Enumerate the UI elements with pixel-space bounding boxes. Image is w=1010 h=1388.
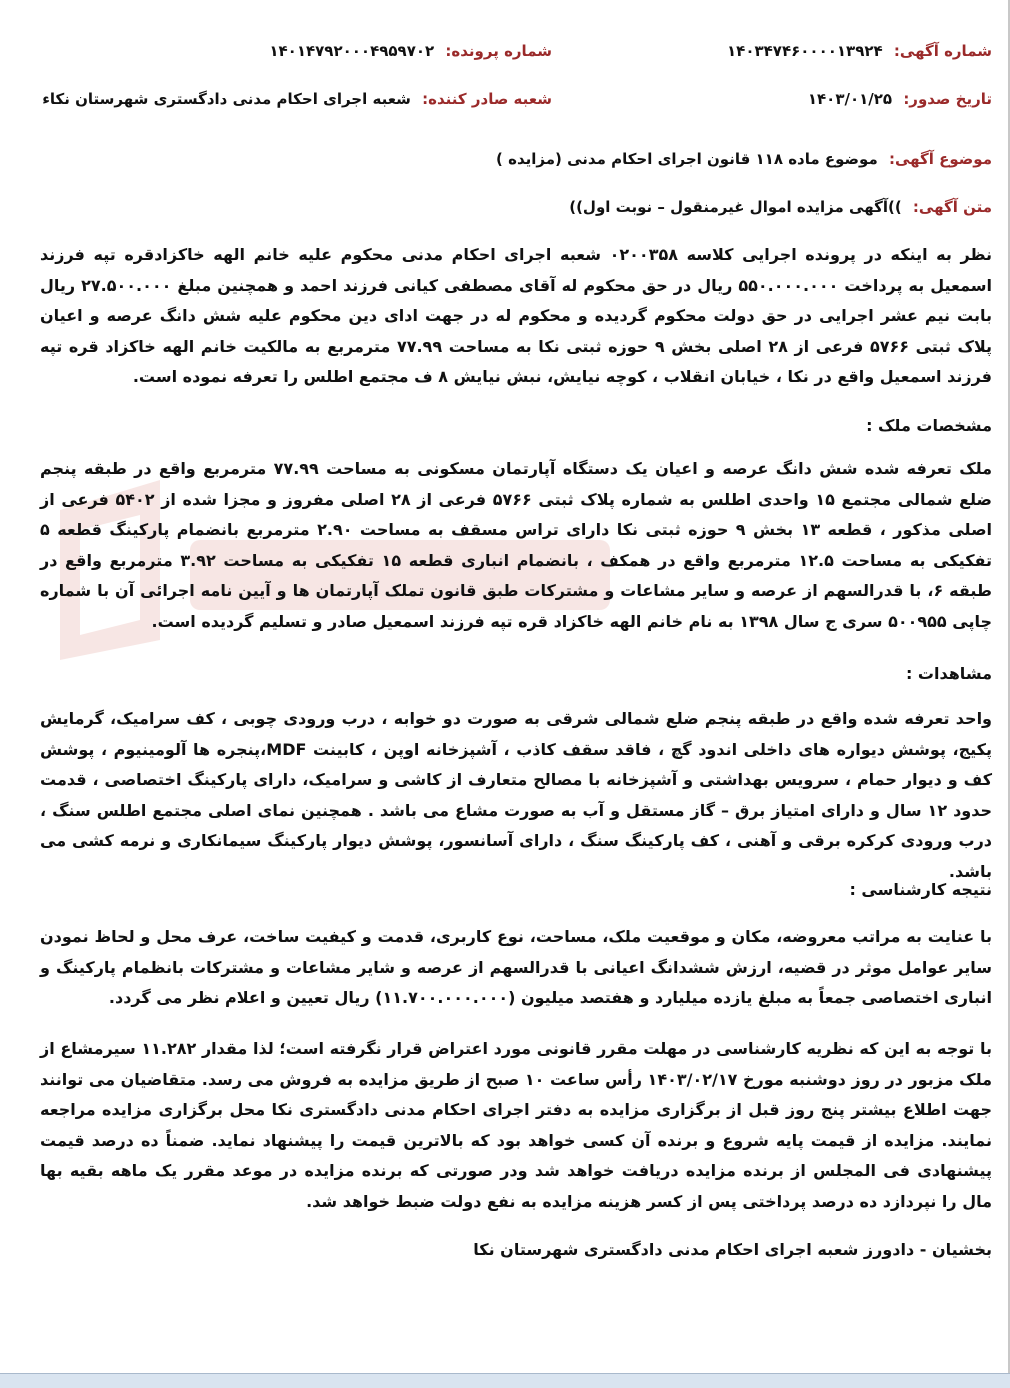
notice-number-label: شماره آگهی: <box>893 42 992 60</box>
issue-date-label: تاریخ صدور: <box>903 90 992 108</box>
auction-paragraph: با توجه به این که نظریه کارشناسی در مهلت مقرر قانونی مورد اعتراض قرار نگرفته است؛ لذا مقدار ۱۱.۲۸۲ سیرمشاع از ملک مزبور در روز دوشنبه مورخ ۱۴۰۳/۰۲/۱۷ رأس ساعت ۱۰ صبح از طریق مزایده به فروش می رسد. متقاضیان می توانند جهت اطلاع بیشتر پنج روز قبل از برگزاری مزایده به دفتر اجرای احکام مدنی دادگستری نکا محل برگزاری مزایده مراجعه نمایند. مزایده از قیمت پایه شروع و برنده آن کسی خواهد بود که بالاترین قیمت را پیشنهاد نماید. ضمناً ده درصد قیمت پیشنهادی فی المجلس از برنده مزایده دریافت خواهد شد ودر صورتی که برنده مزایده در موعد مقرر یک ماهه بقیه بها مال را نپردازد ده درصد پرداختی پس از کسر هزینه مزایده به نفع دولت ضبط خواهد شد. <box>40 1039 992 1211</box>
notice-number-value: ۱۴۰۳۴۷۴۶۰۰۰۰۱۳۹۲۴ <box>727 42 883 60</box>
issuer <box>42 90 552 108</box>
header-row-1 <box>40 42 992 72</box>
result-heading: نتیجه کارشناسی : <box>849 880 992 899</box>
issuer-label: شعبه صادر کننده: <box>422 90 552 108</box>
header-row-2 <box>40 90 992 120</box>
text-title: ))آگهی مزایده اموال غیرمنقول – نوبت اول)) <box>569 198 902 216</box>
window-bottom-bar <box>0 1373 1010 1388</box>
case-number-value: ۱۴۰۱۴۷۹۲۰۰۰۴۹۵۹۷۰۲ <box>269 42 435 60</box>
text-label: متن آگهی: <box>912 198 992 216</box>
signer: بخشیان - دادورز شعبه اجرای احکام مدنی دادگستری شهرستان نکا <box>473 1240 992 1259</box>
issue-date <box>808 90 992 108</box>
notice-number <box>727 42 992 60</box>
case-number <box>269 42 552 60</box>
notice-title <box>569 198 992 216</box>
intro-paragraph: نظر به اینکه در پرونده اجرایی کلاسه ۰۲۰۰۳۵۸ شعبه اجرای احکام مدنی محکوم علیه خانم الهه خاکزادقره تپه فرزند اسمعیل به پرداخت ۵۵۰.۰۰۰.۰۰۰ ریال در حق محکوم له آقای مصطفی کیانی فرزند احمد و همچنین مبلغ ۲۷.۵۰۰.۰۰۰ ریال بابت نیم عشر اجرایی در حق دولت محکوم گردیده و محکوم له در جهت ادای دین محکوم علیه شش دانگ عرصه و اعیان پلاک ثبتی ۵۷۶۶ فرعی از ۲۸ اصلی بخش ۹ حوزه ثبتی نکا به مساحت ۷۷.۹۹ مترمربع به مالکیت خانم الهه خاکزاد قره تپه فرزند اسمعیل واقع در نکا ، خیابان انقلاب ، کوچه نیایش، نبش نیایش ۸ ف مجتمع اطلس را تعرفه نموده است. <box>40 245 993 386</box>
spec-heading: مشخصات ملک : <box>866 416 992 435</box>
spec-paragraph: ملک تعرفه شده شش دانگ عرصه و اعیان یک دستگاه آپارتمان مسکونی به مساحت ۷۷.۹۹ مترمربع واقع در طبقه پنجم ضلع شمالی مجتمع ۱۵ واحدی اطلس به شماره پلاک ثبتی ۵۷۶۶ فرعی از ۲۸ اصلی مفروز و مجزا شده از ۵۴۰۲ فرعی از اصلی مذکور ، قطعه ۱۳ بخش ۹ حوزه ثبتی نکا دارای تراس مسقف به مساحت ۲.۹۰ مترمربع بانضمام پارکینگ قطعه ۵ تفکیکی به مساحت ۱۲.۵ مترمربع واقع در همکف ، بانضمام انباری قطعه ۱۵ تفکیکی به مساحت ۳.۹۲ مترمربع واقع در طبقه ۶، با قدرالسهم از عرصه و سایر مشاعات و مشترکات طبق قانون تملک آپارتمان ها و آیین نامه اجرائی آن با شماره چاپی ۵۰۰۹۵۵ سری ج سال ۱۳۹۸ به نام خانم الهه خاکزاد قره تپه فرزند اسمعیل صادر و تسلیم گردیده است. <box>40 459 993 631</box>
case-number-label: شماره پرونده: <box>445 42 552 60</box>
result-paragraph: با عنایت به مراتب معروضه، مکان و موقعیت ملک، مساحت، نوع کاربری، قدمت و کیفیت ساخت، عرف محل و لحاظ نمودن سایر عوامل موثر در قضیه، ارزش ششدانگ اعیانی با قدرالسهم از عرصه و شایر مشاعات و مشترکات بانظمام پارکینگ و انباری اختصاصی جمعاً به مبلغ یازده میلیارد و هفتصد میلیون (۱۱.۷۰۰.۰۰۰.۰۰۰) ریال تعیین و اعلام نظر می گردد. <box>40 927 992 1007</box>
issue-date-value: ۱۴۰۳/۰۱/۲۵ <box>807 90 893 108</box>
subject-label: موضوع آگهی: <box>888 150 992 168</box>
observations-paragraph: واحد تعرفه شده واقع در طبقه پنجم ضلع شمالی شرقی به صورت دو خوابه ، درب ورودی چوبی ، کف سرامیک، گرمایش پکیج، پوشش دیواره های داخلی اندود گچ ، فاقد سقف کاذب ، آشپزخانه اوپن ، کابینت MDF،پنجره ها آلومینیوم ، پوشش کف و دیوار حمام ، سرویس بهداشتی و آشپزخانه با مصالح متعارف از کاشی و سرامیک، دارای پارکینگ اختصاصی ، قدمت حدود ۱۲ سال و دارای امتیاز برق – گاز مستقل و آب به صورت مشاع می باشد . همچنین نمای اصلی مجتمع اطلس سنگ ، درب ورودی کرکره برقی و آهنی ، کف پارکینگ سنگ ، دارای آسانسور، پوشش دیوار پارکینگ سیمانکاری و نرمه کشی می باشد. <box>40 709 992 881</box>
notice-subject <box>496 150 992 168</box>
issuer-value: شعبه اجرای احکام مدنی دادگستری شهرستان نکاء <box>42 90 411 108</box>
observations-heading: مشاهدات : <box>905 664 992 683</box>
subject-value: موضوع ماده ۱۱۸ قانون اجرای احکام مدنی (مزایده ) <box>496 150 878 168</box>
